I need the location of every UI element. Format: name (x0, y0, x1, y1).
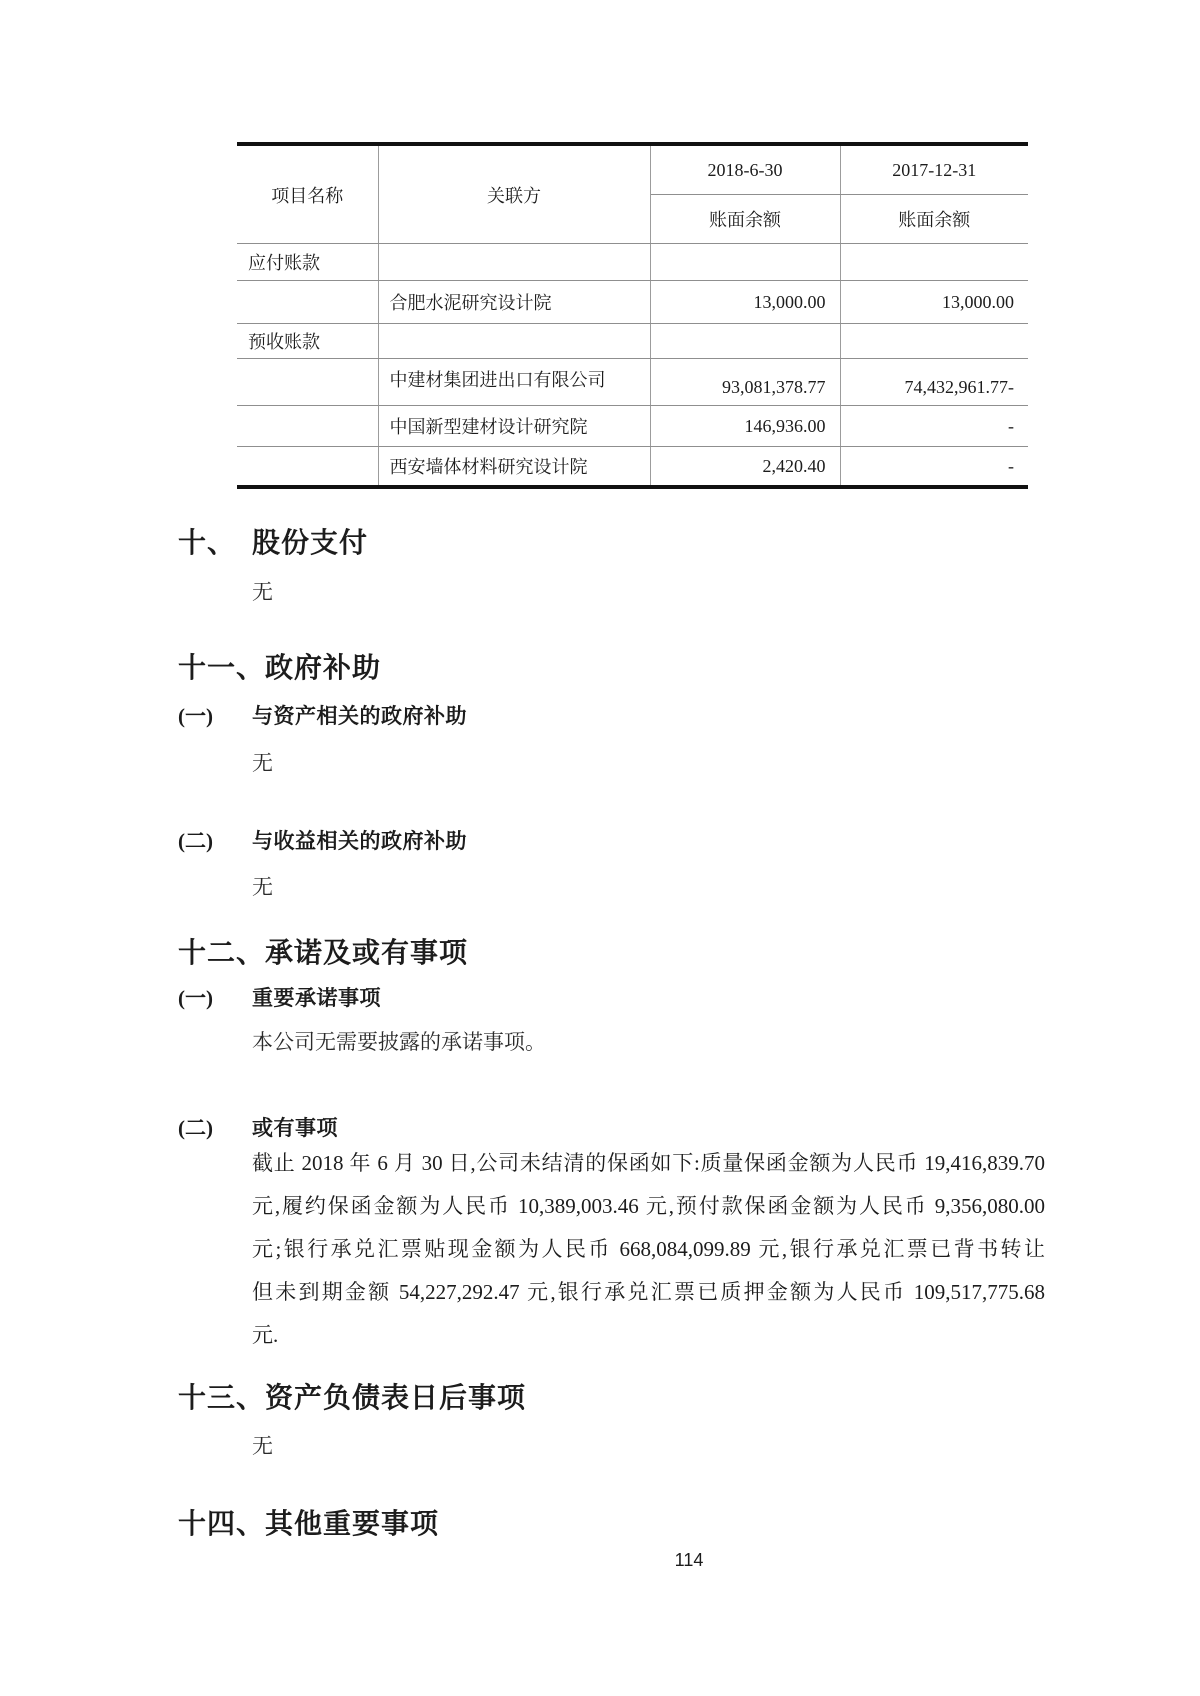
section-11-sub2-body: 无 (252, 875, 273, 899)
table-row (237, 244, 1028, 281)
cell-balance-2017: 13,000.00 (840, 281, 1028, 324)
related-party-table (237, 142, 1028, 489)
cell-item (237, 359, 378, 406)
section-12-heading (178, 931, 468, 971)
cell-party: 中国新型建材设计研究院 (378, 406, 650, 447)
cell-item (237, 281, 378, 324)
cell-balance-2017: - (840, 406, 1028, 447)
cell-balance-2018 (650, 244, 840, 281)
cell-balance-2018: 93,081,378.77 (650, 359, 840, 406)
cell-item: 应付账款 (237, 244, 378, 281)
cell-balance-2017: 74,432,961.77- (840, 359, 1028, 406)
section-13-heading (178, 1376, 526, 1416)
section-12-sub2-title: 或有事项 (252, 1117, 338, 1140)
section-10-title: 股份支付 (252, 527, 369, 558)
cell-party: 合肥水泥研究设计院 (378, 281, 650, 324)
column-subheader-balance-2017: 账面余额 (840, 195, 1028, 244)
table-row (237, 281, 1028, 324)
section-10-body: 无 (252, 580, 273, 604)
section-14-heading (178, 1502, 439, 1542)
section-11-sub1-heading (178, 700, 467, 730)
table-row (237, 359, 1028, 406)
cell-balance-2018 (650, 324, 840, 359)
paragraph-line: 但未到期金额 54,227,292.47 元,银行承兑汇票已质押金额为人民币 109,517,775.68 (252, 1280, 1045, 1304)
section-11-sub1-body: 无 (252, 751, 273, 775)
section-11-sub2-heading (178, 825, 467, 855)
section-11-sub2-number: (二) (178, 829, 213, 853)
section-14-number: 十四、 (178, 1508, 266, 1539)
contingency-paragraph (252, 1142, 1045, 1357)
table-row (237, 406, 1028, 447)
column-header-period-2017: 2017-12-31 (840, 144, 1028, 195)
cell-balance-2018: 2,420.40 (650, 447, 840, 488)
table-row (237, 447, 1028, 488)
cell-item (237, 406, 378, 447)
section-12-title: 承诺及或有事项 (265, 937, 469, 968)
section-11-sub1-title: 与资产相关的政府补助 (252, 705, 467, 728)
section-12-sub2-heading (178, 1112, 338, 1142)
table-header-row (237, 144, 1028, 195)
cell-party (378, 244, 650, 281)
section-12-sub1-body: 本公司无需要披露的承诺事项。 (252, 1030, 546, 1054)
section-12-number: 十二、 (178, 937, 266, 968)
section-12-sub1-heading (178, 982, 381, 1012)
section-11-heading (178, 646, 381, 686)
cell-party (378, 324, 650, 359)
paragraph-line: 元;银行承兑汇票贴现金额为人民币 668,084,099.89 元,银行承兑汇票已背书转让 (252, 1237, 1045, 1261)
section-13-body: 无 (252, 1434, 273, 1458)
column-subheader-balance-2018: 账面余额 (650, 195, 840, 244)
section-12-sub1-title: 重要承诺事项 (252, 987, 381, 1010)
section-12-sub2-number: (二) (178, 1116, 213, 1140)
paragraph-line: 元,履约保函金额为人民币 10,389,003.46 元,预付款保函金额为人民币 9,356,080.00 (252, 1194, 1045, 1218)
cell-balance-2017: - (1008, 455, 1014, 476)
cell-item: 预收账款 (237, 324, 378, 359)
table-row (237, 324, 1028, 359)
cell-balance-2017 (840, 244, 1028, 281)
section-11-sub1-number: (一) (178, 704, 213, 728)
cell-item (237, 447, 378, 488)
cell-party: 西安墙体材料研究设计院 (378, 447, 650, 488)
page-number: 114 (674, 1550, 704, 1570)
cell-balance-2018: 146,936.00 (650, 406, 840, 447)
section-10-number: 十、 (178, 527, 237, 558)
section-13-number: 十三、 (178, 1382, 266, 1413)
section-12-sub1-number: (一) (178, 986, 213, 1010)
column-header-item: 项目名称 (237, 144, 378, 244)
cell-balance-2018: 13,000.00 (650, 281, 840, 324)
column-header-period-2018: 2018-6-30 (650, 144, 840, 195)
section-11-title: 政府补助 (265, 652, 382, 683)
column-header-party: 关联方 (378, 144, 650, 244)
section-11-number: 十一、 (178, 652, 266, 683)
section-11-sub2-title: 与收益相关的政府补助 (252, 830, 467, 853)
section-14-title: 其他重要事项 (265, 1508, 440, 1539)
paragraph-line: 截止 2018 年 6 月 30 日,公司未结清的保函如下:质量保函金额为人民币 19,416,839.70 (252, 1151, 1045, 1175)
section-13-title: 资产负债表日后事项 (265, 1382, 527, 1413)
section-10-heading (178, 521, 368, 561)
cell-party: 中建材集团进出口有限公司 (378, 359, 650, 406)
cell-balance-2017 (840, 324, 1028, 359)
paragraph-line: 元. (252, 1323, 279, 1347)
